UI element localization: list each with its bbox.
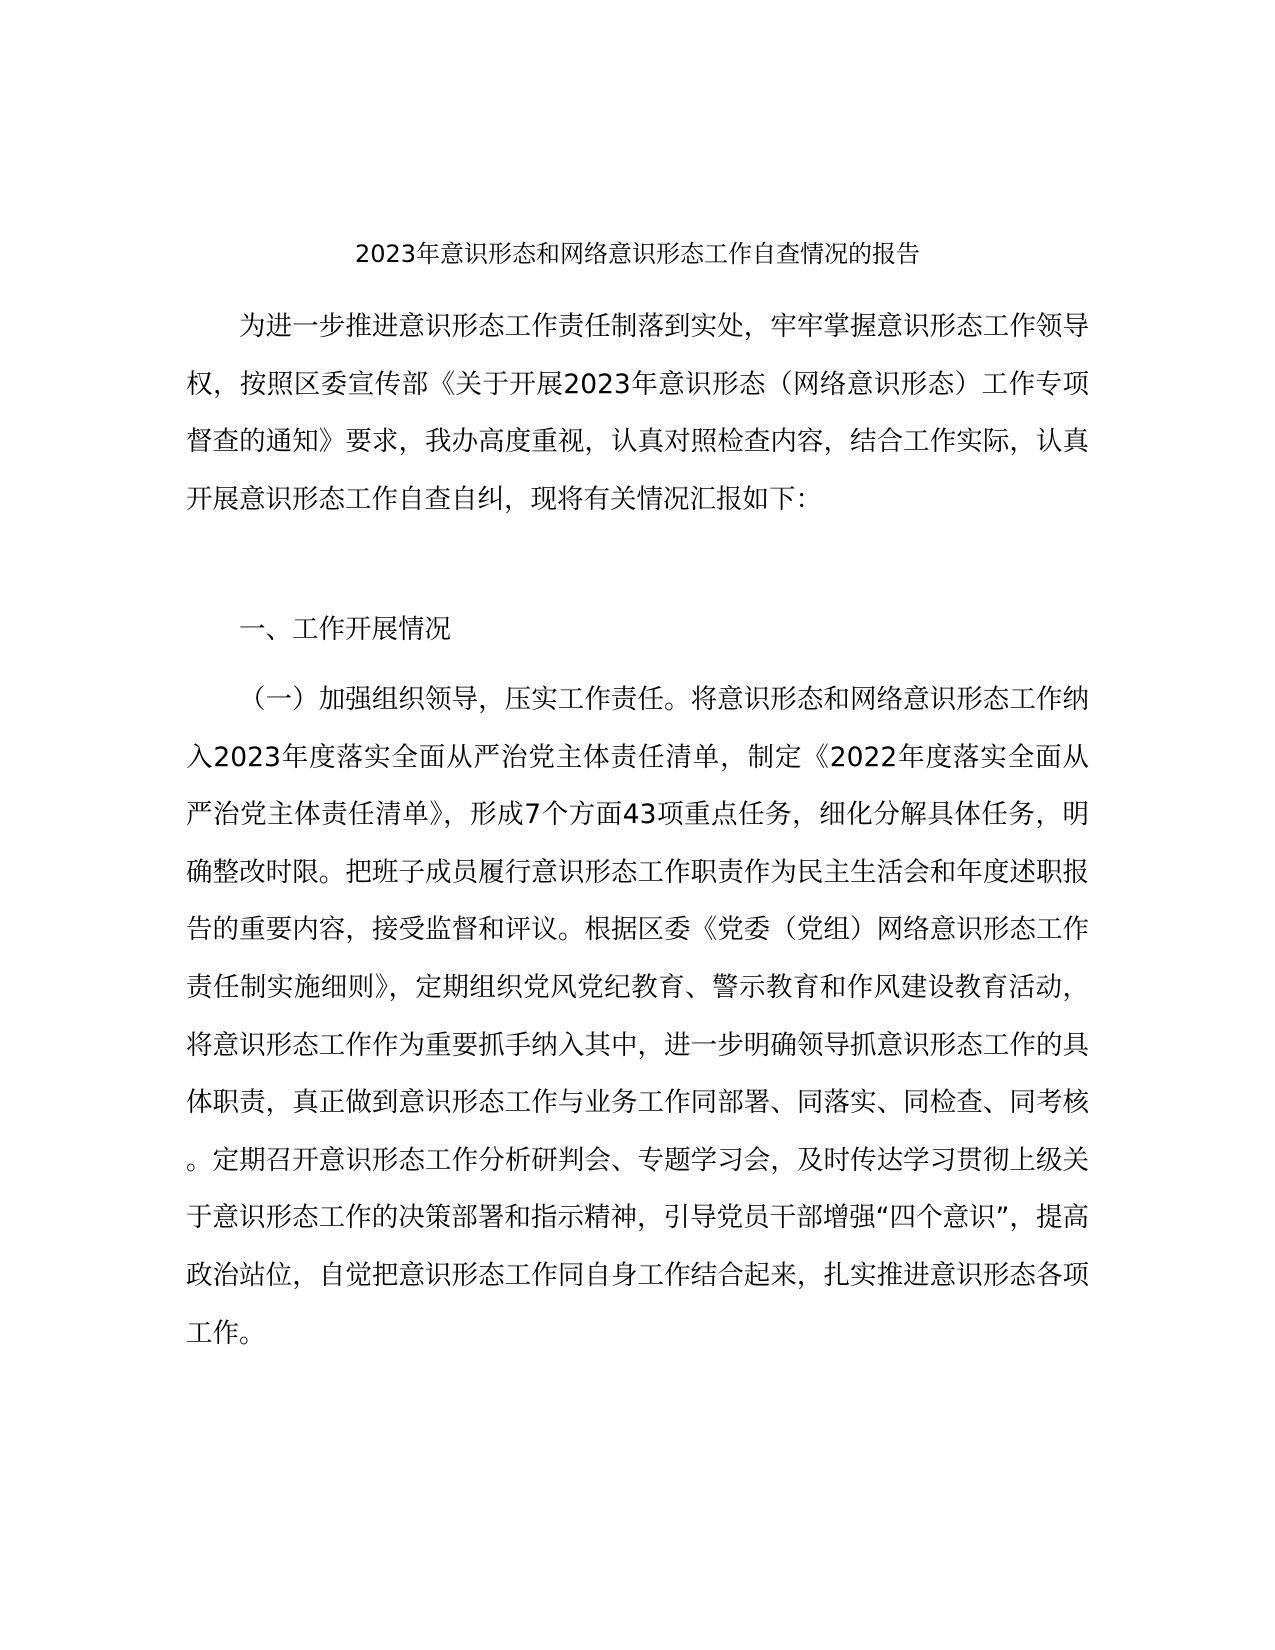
intro-paragraph: 为进一步推进意识形态工作责任制落到实处，牢牢掌握意识形态工作领导权，按照区委宣传部《关于开展2023年意识形态（网络意识形态）工作专项督查的通知》要求，我办高度重视，认真对照检查内容，结合工作实际，认真开展意识形态工作自查自纠，现将有关情况汇报如下：	[186, 311, 1089, 515]
section-paragraph: （一）加强组织领导，压实工作责任。将意识形态和网络意识形态工作纳入2023年度落实全面从严治党主体责任清单，制定《2022年度落实全面从严治党主体责任清单》，形成7个方面43项重点任务，细化分解具体任务，明确整改时限。把班子成员履行意识形态工作职责作为民主生活会和年度述职报告的重要内容，接受监督和评议。根据区委《党委（党组）网络意识形态工作责任制实施细则》，定期组织党风党纪教育、警示教育和作风建设教育活动，将意识形态工作作为重要抓手纳入其中，进一步明确领导抓意识形态工作的具体职责，真正做到意识形态工作与业务工作同部署、同落实、同检查、同考核。定期召开意识形态工作分析研判会、专题学习会，及时传达学习贯彻上级关于意识形态工作的决策部署和指示精神，引导党员干部增强“四个意识”，提高政治站位，自觉把意识形态工作同自身工作结合起来，扎实推进意识形态各项工作。	[186, 684, 1089, 1349]
document-title: 2023年意识形态和网络意识形态工作自查情况的报告	[354, 240, 921, 268]
section-heading: 一、工作开展情况	[239, 614, 451, 645]
